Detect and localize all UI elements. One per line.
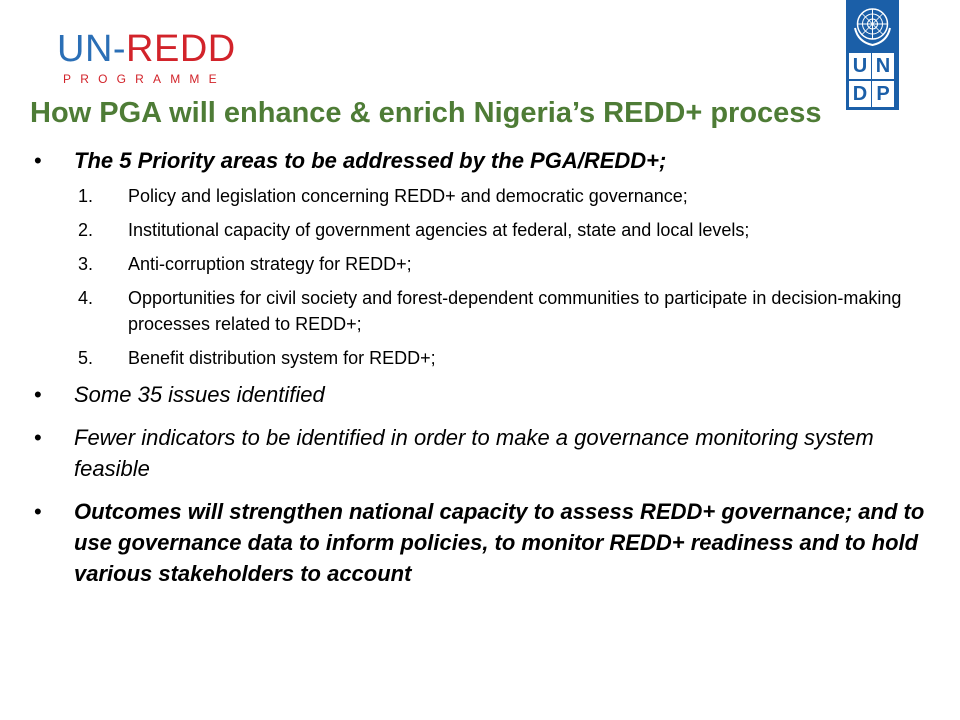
logo-redd-text: REDD — [126, 28, 236, 70]
priority-area-text: Benefit distribution system for REDD+; — [128, 348, 436, 368]
bullet-text: Some 35 issues identified — [74, 382, 325, 407]
undp-logo — [846, 0, 899, 110]
bullet-text: Fewer indicators to be identified in order to make a governance monitoring system feasible — [74, 425, 874, 481]
bullet-item — [30, 145, 940, 176]
logo-programme-text: PROGRAMME — [63, 72, 226, 86]
undp-letter-p: P — [872, 81, 894, 107]
bullet-text: Outcomes will strengthen national capacity to assess REDD+ governance; and to use governance data to inform policies, to monitor REDD+ readiness and to hold various stakeholders to account — [74, 499, 925, 586]
bullet-dot-icon: • — [34, 425, 42, 450]
priority-area-text: Policy and legislation concerning REDD+ and democratic governance; — [128, 186, 688, 206]
priority-area-item — [78, 217, 940, 243]
priority-area-item — [78, 251, 940, 277]
priority-area-item — [78, 285, 940, 337]
priority-area-text: Anti-corruption strategy for REDD+; — [128, 254, 412, 274]
priority-area-text: Institutional capacity of government agencies at federal, state and local levels; — [128, 220, 750, 240]
bullet-item — [30, 422, 940, 484]
priority-area-number: 2. — [78, 220, 94, 240]
bullet-dot-icon: • — [34, 382, 42, 407]
priority-area-item — [78, 183, 940, 209]
undp-letter-n: N — [872, 53, 894, 79]
logo-un-text: UN- — [57, 28, 127, 70]
priority-area-number: 4. — [78, 288, 94, 308]
priority-area-number: 5. — [78, 348, 94, 368]
priority-areas-list — [30, 183, 940, 371]
bullet-list — [30, 145, 940, 589]
priority-area-text: Opportunities for civil society and forest-dependent communities to participate in decision-making processes related to REDD+; — [128, 288, 902, 334]
un-emblem-icon — [850, 4, 895, 49]
undp-letter-d: D — [849, 81, 871, 107]
slide-title: How PGA will enhance & enrich Nigeria’s REDD+ process — [30, 97, 822, 129]
bullet-item — [30, 379, 940, 410]
bullet-item — [30, 496, 940, 589]
priority-area-number: 3. — [78, 254, 94, 274]
bullet-dot-icon: • — [34, 499, 42, 524]
un-redd-logo — [57, 26, 236, 72]
priority-area-item — [78, 345, 940, 371]
bullet-dot-icon: • — [34, 148, 42, 173]
bullet-text: The 5 Priority areas to be addressed by the PGA/REDD+; — [74, 148, 667, 173]
undp-letter-u: U — [849, 53, 871, 79]
priority-area-number: 1. — [78, 186, 94, 206]
